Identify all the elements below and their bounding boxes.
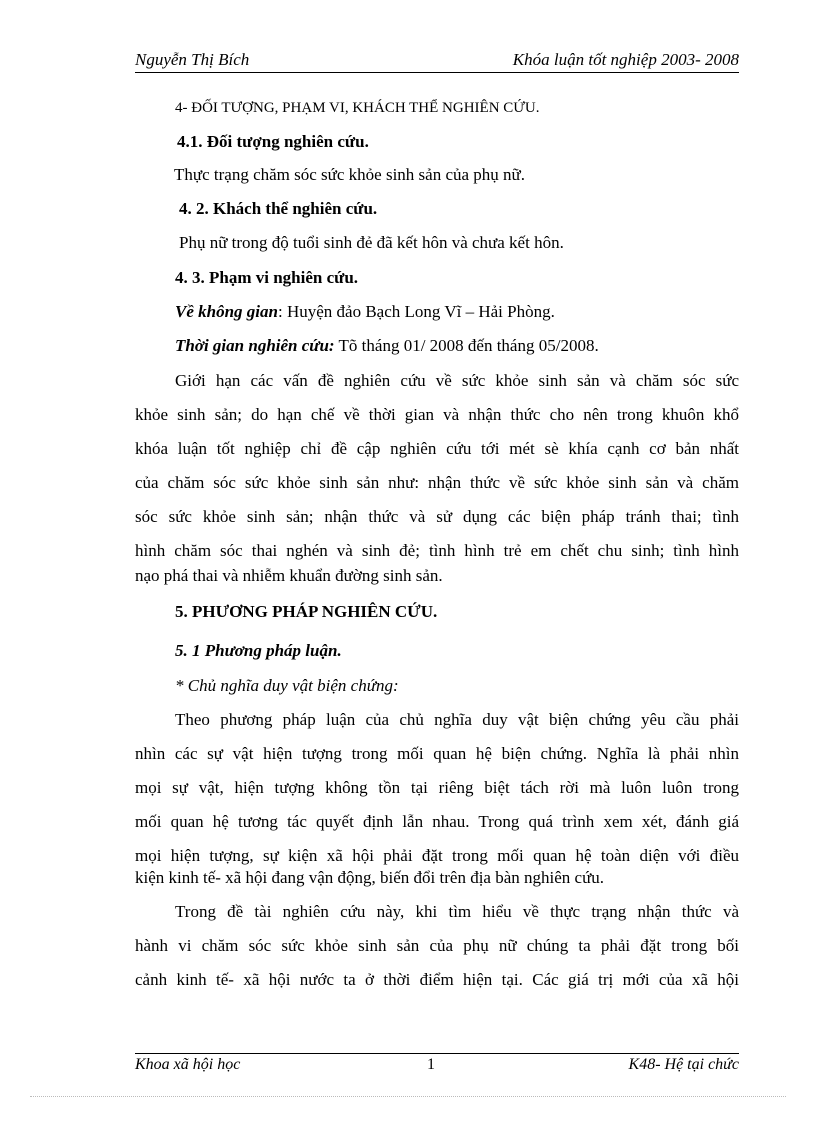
para2-line-4: mối quan hệ tương tác quyết định lẫn nhau. Trong quá trình xem xét, đánh giá bbox=[135, 812, 739, 831]
para1-line-5: sóc sức khỏe sinh sản; nhận thức và sử dụng các biện pháp tránh thai; tình bbox=[135, 507, 739, 526]
para2-line-6: kiện kinh tế- xã hội đang vận động, biến đổi trên địa bàn nghiên cứu. bbox=[135, 868, 605, 887]
scope-space bbox=[175, 302, 555, 322]
section-5-heading: 5. PHƯƠNG PHÁP NGHIÊN CỨU. bbox=[175, 602, 438, 621]
header-thesis-title: Khóa luận tốt nghiệp 2003- 2008 bbox=[512, 50, 739, 69]
page-bottom-border bbox=[30, 1096, 786, 1097]
scope-time bbox=[175, 336, 599, 356]
section-4-2-heading: 4. 2. Khách thể nghiên cứu. bbox=[179, 199, 378, 218]
para2-line-2: nhìn các sự vật hiện tượng trong mối quan hệ biện chứng. Nghĩa là phải nhìn bbox=[135, 744, 739, 763]
scope-space-label: Về không gian bbox=[175, 302, 278, 321]
para2-line-3: mọi sự vật, hiện tượng không tồn tại riêng biệt tách rời mà luôn luôn trong bbox=[135, 778, 739, 797]
scope-time-label: Thời gian nghiên cứu: bbox=[175, 336, 335, 355]
section-4-1-heading: 4.1. Đối tượng nghiên cứu. bbox=[177, 132, 369, 151]
footer-page-number: 1 bbox=[427, 1056, 435, 1073]
para1-line-1: Giới hạn các vấn đề nghiên cứu về sức khỏe sinh sản và chăm sóc sức bbox=[175, 371, 739, 390]
para3-line-3: cảnh kinh tế- xã hội nước ta ở thời điểm hiện tại. Các giá trị mới của xã hội bbox=[135, 970, 739, 989]
para1-line-7: nạo phá thai và nhiễm khuẩn đường sinh sản. bbox=[135, 566, 443, 585]
scope-space-value: : Huyện đảo Bạch Long Vĩ – Hải Phòng. bbox=[277, 302, 555, 321]
section-4-3-heading: 4. 3. Phạm vi nghiên cứu. bbox=[175, 268, 359, 287]
para3-line-1: Trong đề tài nghiên cứu này, khi tìm hiểu về thực trạng nhận thức và bbox=[175, 902, 739, 921]
footer-class: K48- Hệ tại chức bbox=[628, 1056, 739, 1073]
para2-line-1: Theo phương pháp luận của chủ nghĩa duy vật biện chứng yêu cầu phải bbox=[175, 710, 739, 729]
para2-line-5: mọi hiện tượng, sự kiện xã hội phải đặt trong mối quan hệ toàn diện với điều bbox=[135, 846, 739, 865]
scope-time-value: Tõ tháng 01/ 2008 đến tháng 05/2008. bbox=[334, 336, 599, 355]
para1-line-4: của chăm sóc sức khỏe sinh sản như: nhận thức về sức khỏe sinh sản và chăm bbox=[135, 473, 739, 492]
section-4-1-text: Thực trạng chăm sóc sức khỏe sinh sản của phụ nữ. bbox=[174, 165, 526, 184]
para1-line-6: hình chăm sóc thai nghén và sinh đẻ; tình hình trẻ em chết chu sinh; tình hình bbox=[135, 541, 739, 560]
section-5-1-subheading: * Chủ nghĩa duy vật biện chứng: bbox=[175, 676, 399, 695]
para3-line-2: hành vi chăm sóc sức khỏe sinh sản của phụ nữ chúng ta phải đặt trong bối bbox=[135, 936, 739, 955]
header-author: Nguyễn Thị Bích bbox=[135, 50, 250, 69]
footer-divider bbox=[135, 1053, 739, 1054]
page-header bbox=[135, 48, 739, 73]
section-5-1-heading: 5. 1 Phương pháp luận. bbox=[175, 641, 342, 660]
section-4-heading: 4- ĐỐI TƯỢNG, PHẠM VI, KHÁCH THỂ NGHIÊN CỨU. bbox=[175, 100, 540, 116]
para1-line-2: khỏe sinh sản; do hạn chế về thời gian và nhận thức cho nên trong khuôn khổ bbox=[135, 405, 739, 424]
footer-faculty: Khoa xã hội học bbox=[135, 1056, 241, 1073]
para1-line-3: khóa luận tốt nghiệp chỉ đề cập nghiên cứu tới mét sè khía cạnh cơ bản nhất bbox=[135, 439, 739, 458]
section-4-2-text: Phụ nữ trong độ tuổi sinh đẻ đã kết hôn và chưa kết hôn. bbox=[179, 233, 564, 252]
